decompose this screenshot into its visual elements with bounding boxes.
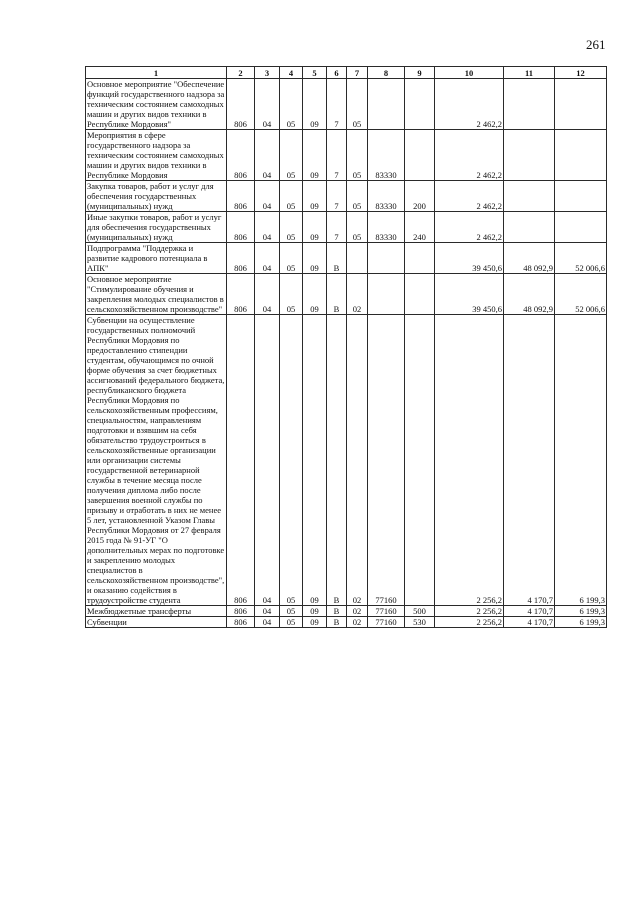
table-row <box>86 243 607 274</box>
cell-year3 <box>555 130 607 181</box>
cell-activity: 05 <box>347 79 368 130</box>
col-header: 2 <box>227 67 255 79</box>
row-name: Субвенции на осуществление государственных полномочий Республики Мордовия по предоставлению стипендии студентам, обучающимся по очной форме обучения за счет бюджетных ассигнований федерального бюджета, республиканского бюджета Республики Мордовия по сельскохозяйственным профессиям, специальностям, направлениям подготовки и взявшим на себя обязательство трудоустроиться в сельскохозяйственные организации или организации системы государственной ветеринарной службы в течение месяца после получения диплома либо после завершения военной службы по призыву и отработать в них не менее 5 лет, установленной Указом Главы Республики Мордовия от 27 февраля 2015 года № 91-УГ "О дополнительных мерах по подготовке и закреплению молодых специалистов в сельскохозяйственном производстве", и оказанию содействия в трудоустройстве студента <box>86 315 227 606</box>
cell-subsection: 05 <box>280 606 303 617</box>
col-header: 6 <box>327 67 347 79</box>
cell-section: 04 <box>255 212 280 243</box>
cell-activity: 05 <box>347 130 368 181</box>
row-name: Иные закупки товаров, работ и услуг для обеспечения государственных (муниципальных) нужд <box>86 212 227 243</box>
table-row <box>86 274 607 315</box>
cell-program: 09 <box>303 79 327 130</box>
cell-program: 09 <box>303 130 327 181</box>
cell-subprogram: 7 <box>327 181 347 212</box>
row-name: Субвенции <box>86 617 227 628</box>
cell-expense-type <box>405 315 435 606</box>
cell-subprogram: 7 <box>327 212 347 243</box>
cell-section: 04 <box>255 130 280 181</box>
cell-subsection: 05 <box>280 212 303 243</box>
cell-direction: 83330 <box>368 181 405 212</box>
cell-program: 09 <box>303 617 327 628</box>
cell-activity: 02 <box>347 617 368 628</box>
cell-program: 09 <box>303 181 327 212</box>
cell-year1: 2 256,2 <box>435 617 504 628</box>
cell-year2: 4 170,7 <box>504 606 555 617</box>
row-name: Подпрограмма "Поддержка и развитие кадрового потенциала в АПК" <box>86 243 227 274</box>
cell-direction <box>368 243 405 274</box>
cell-subprogram: В <box>327 243 347 274</box>
cell-activity <box>347 243 368 274</box>
cell-ministry: 806 <box>227 212 255 243</box>
col-header: 8 <box>368 67 405 79</box>
budget-table <box>85 66 607 628</box>
cell-direction: 77160 <box>368 606 405 617</box>
cell-ministry: 806 <box>227 79 255 130</box>
table-row <box>86 181 607 212</box>
cell-year1: 39 450,6 <box>435 243 504 274</box>
col-header: 4 <box>280 67 303 79</box>
row-name: Основное мероприятие "Обеспечение функций государственного надзора за техническим состоянием самоходных машин и других видов техники в Республике Мордовия" <box>86 79 227 130</box>
cell-subsection: 05 <box>280 617 303 628</box>
cell-year1: 2 256,2 <box>435 315 504 606</box>
row-name: Межбюджетные трансферты <box>86 606 227 617</box>
cell-program: 09 <box>303 606 327 617</box>
cell-activity: 02 <box>347 606 368 617</box>
cell-subsection: 05 <box>280 315 303 606</box>
cell-ministry: 806 <box>227 617 255 628</box>
cell-program: 09 <box>303 243 327 274</box>
col-header: 11 <box>504 67 555 79</box>
cell-activity: 05 <box>347 212 368 243</box>
cell-section: 04 <box>255 243 280 274</box>
row-name: Мероприятия в сфере государственного надзора за техническим состоянием самоходных машин и других видов техники в Республике Мордовия <box>86 130 227 181</box>
cell-year2 <box>504 181 555 212</box>
cell-direction <box>368 79 405 130</box>
cell-expense-type <box>405 79 435 130</box>
col-header: 1 <box>86 67 227 79</box>
cell-year2 <box>504 130 555 181</box>
cell-ministry: 806 <box>227 130 255 181</box>
table-row <box>86 79 607 130</box>
cell-year3 <box>555 212 607 243</box>
cell-subprogram: В <box>327 606 347 617</box>
cell-direction: 77160 <box>368 617 405 628</box>
table-row <box>86 212 607 243</box>
cell-year1: 39 450,6 <box>435 274 504 315</box>
cell-year1: 2 462,2 <box>435 79 504 130</box>
cell-subsection: 05 <box>280 79 303 130</box>
cell-subprogram: В <box>327 315 347 606</box>
cell-activity: 05 <box>347 181 368 212</box>
cell-ministry: 806 <box>227 274 255 315</box>
cell-expense-type: 200 <box>405 181 435 212</box>
cell-expense-type: 240 <box>405 212 435 243</box>
header-row <box>86 67 607 79</box>
cell-direction: 83330 <box>368 130 405 181</box>
cell-subprogram: 7 <box>327 79 347 130</box>
cell-direction: 83330 <box>368 212 405 243</box>
cell-expense-type <box>405 243 435 274</box>
cell-section: 04 <box>255 606 280 617</box>
col-header: 10 <box>435 67 504 79</box>
cell-section: 04 <box>255 181 280 212</box>
cell-activity: 02 <box>347 274 368 315</box>
cell-year2: 4 170,7 <box>504 617 555 628</box>
cell-expense-type <box>405 274 435 315</box>
cell-year3: 52 006,6 <box>555 243 607 274</box>
cell-section: 04 <box>255 315 280 606</box>
cell-year1: 2 462,2 <box>435 181 504 212</box>
table-row <box>86 315 607 606</box>
cell-year2: 48 092,9 <box>504 243 555 274</box>
cell-year3: 6 199,3 <box>555 617 607 628</box>
cell-year3: 6 199,3 <box>555 315 607 606</box>
col-header: 12 <box>555 67 607 79</box>
cell-expense-type <box>405 130 435 181</box>
cell-year3 <box>555 79 607 130</box>
cell-ministry: 806 <box>227 315 255 606</box>
cell-year2 <box>504 212 555 243</box>
cell-program: 09 <box>303 315 327 606</box>
cell-subprogram: В <box>327 274 347 315</box>
cell-program: 09 <box>303 212 327 243</box>
cell-year2 <box>504 79 555 130</box>
col-header: 3 <box>255 67 280 79</box>
cell-expense-type: 500 <box>405 606 435 617</box>
cell-section: 04 <box>255 617 280 628</box>
cell-subsection: 05 <box>280 243 303 274</box>
cell-year3: 52 006,6 <box>555 274 607 315</box>
cell-subsection: 05 <box>280 181 303 212</box>
cell-activity: 02 <box>347 315 368 606</box>
cell-direction: 77160 <box>368 315 405 606</box>
cell-ministry: 806 <box>227 243 255 274</box>
row-name: Закупка товаров, работ и услуг для обеспечения государственных (муниципальных) нужд <box>86 181 227 212</box>
row-name: Основное мероприятие "Стимулирование обучения и закрепления молодых специалистов в сельскохозяйственном производстве" <box>86 274 227 315</box>
cell-expense-type: 530 <box>405 617 435 628</box>
cell-program: 09 <box>303 274 327 315</box>
table-row <box>86 130 607 181</box>
cell-year2: 4 170,7 <box>504 315 555 606</box>
table-row <box>86 606 607 617</box>
cell-ministry: 806 <box>227 181 255 212</box>
cell-year3 <box>555 181 607 212</box>
col-header: 9 <box>405 67 435 79</box>
col-header: 7 <box>347 67 368 79</box>
page-number: 261 <box>586 37 606 52</box>
cell-subsection: 05 <box>280 130 303 181</box>
cell-subsection: 05 <box>280 274 303 315</box>
cell-year1: 2 462,2 <box>435 212 504 243</box>
cell-ministry: 806 <box>227 606 255 617</box>
table-row <box>86 617 607 628</box>
cell-section: 04 <box>255 274 280 315</box>
cell-subprogram: 7 <box>327 130 347 181</box>
cell-year1: 2 462,2 <box>435 130 504 181</box>
cell-subprogram: В <box>327 617 347 628</box>
cell-direction <box>368 274 405 315</box>
cell-section: 04 <box>255 79 280 130</box>
cell-year1: 2 256,2 <box>435 606 504 617</box>
cell-year3: 6 199,3 <box>555 606 607 617</box>
col-header: 5 <box>303 67 327 79</box>
cell-year2: 48 092,9 <box>504 274 555 315</box>
